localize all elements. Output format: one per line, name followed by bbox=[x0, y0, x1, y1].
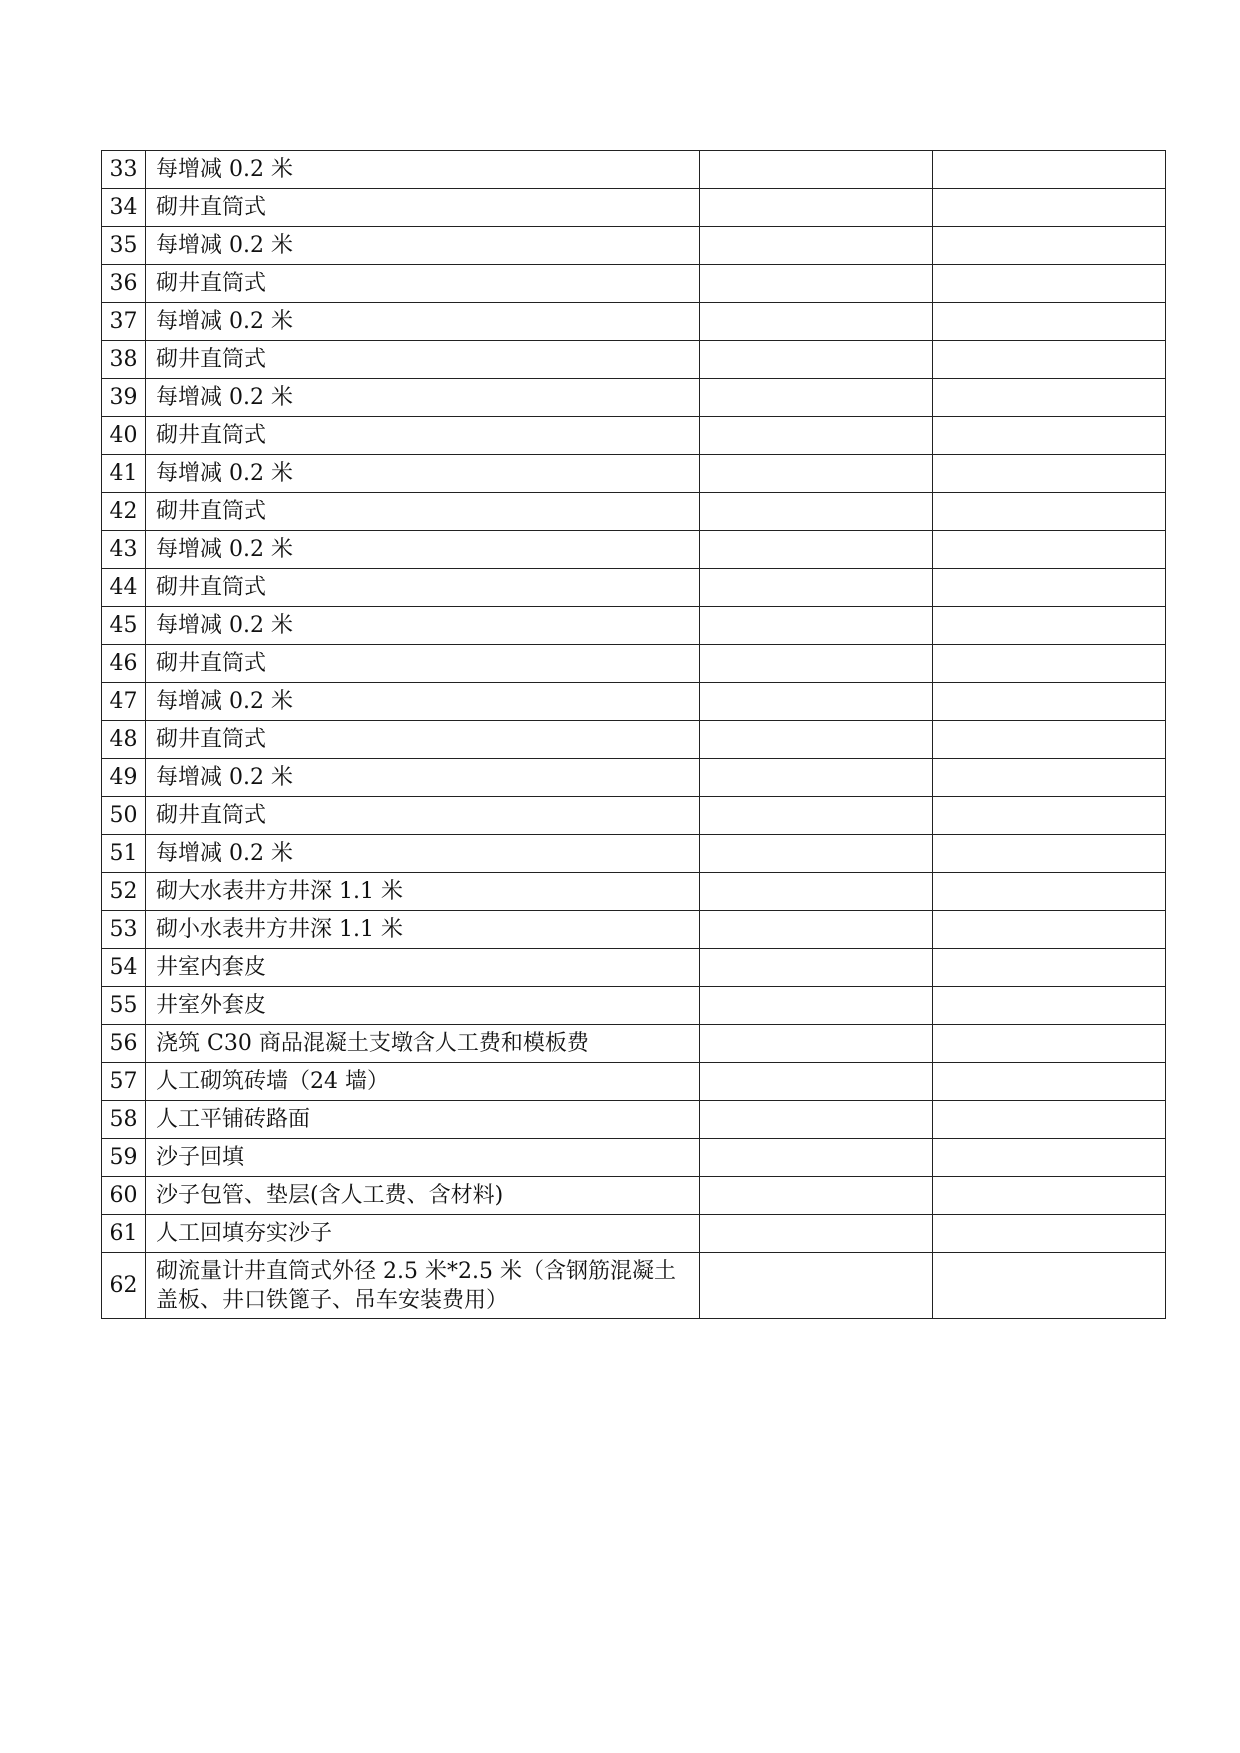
empty-value-cell bbox=[933, 759, 1166, 797]
work-items-table bbox=[101, 150, 1166, 1319]
table-row bbox=[102, 987, 1166, 1025]
row-number-cell: 36 bbox=[102, 265, 146, 303]
empty-value-cell bbox=[700, 1215, 933, 1253]
row-number-cell: 60 bbox=[102, 1177, 146, 1215]
empty-value-cell bbox=[700, 303, 933, 341]
empty-value-cell bbox=[700, 1063, 933, 1101]
item-name-cell: 砌井直筒式 bbox=[146, 569, 700, 607]
empty-value-cell bbox=[700, 265, 933, 303]
empty-value-cell bbox=[933, 1025, 1166, 1063]
empty-value-cell bbox=[933, 645, 1166, 683]
empty-value-cell bbox=[700, 1139, 933, 1177]
empty-value-cell bbox=[700, 607, 933, 645]
empty-value-cell bbox=[933, 189, 1166, 227]
empty-value-cell bbox=[933, 303, 1166, 341]
empty-value-cell bbox=[700, 683, 933, 721]
empty-value-cell bbox=[933, 341, 1166, 379]
empty-value-cell bbox=[933, 493, 1166, 531]
item-name-cell: 每增减 0.2 米 bbox=[146, 379, 700, 417]
row-number-cell: 48 bbox=[102, 721, 146, 759]
row-number-cell: 45 bbox=[102, 607, 146, 645]
table-row bbox=[102, 683, 1166, 721]
empty-value-cell bbox=[700, 987, 933, 1025]
table-row bbox=[102, 911, 1166, 949]
table-row bbox=[102, 797, 1166, 835]
row-number-cell: 62 bbox=[102, 1253, 146, 1319]
table-row bbox=[102, 531, 1166, 569]
item-name-cell: 人工砌筑砖墙（24 墙） bbox=[146, 1063, 700, 1101]
empty-value-cell bbox=[700, 455, 933, 493]
item-name-cell: 每增减 0.2 米 bbox=[146, 683, 700, 721]
item-name-cell: 沙子包管、垫层(含人工费、含材料) bbox=[146, 1177, 700, 1215]
empty-value-cell bbox=[700, 797, 933, 835]
empty-value-cell bbox=[700, 1177, 933, 1215]
empty-value-cell bbox=[933, 379, 1166, 417]
item-name-cell: 砌井直筒式 bbox=[146, 721, 700, 759]
row-number-cell: 43 bbox=[102, 531, 146, 569]
empty-value-cell bbox=[933, 987, 1166, 1025]
table-row bbox=[102, 835, 1166, 873]
row-number-cell: 55 bbox=[102, 987, 146, 1025]
item-name-cell: 砌大水表井方井深 1.1 米 bbox=[146, 873, 700, 911]
empty-value-cell bbox=[700, 759, 933, 797]
table-row bbox=[102, 1063, 1166, 1101]
item-name-cell: 砌流量计井直筒式外径 2.5 米*2.5 米（含钢筋混凝土盖板、井口铁篦子、吊车安装费用） bbox=[146, 1253, 700, 1319]
empty-value-cell bbox=[933, 1253, 1166, 1319]
empty-value-cell bbox=[933, 607, 1166, 645]
row-number-cell: 47 bbox=[102, 683, 146, 721]
empty-value-cell bbox=[933, 227, 1166, 265]
empty-value-cell bbox=[933, 1101, 1166, 1139]
row-number-cell: 49 bbox=[102, 759, 146, 797]
item-name-cell: 井室内套皮 bbox=[146, 949, 700, 987]
empty-value-cell bbox=[933, 455, 1166, 493]
table-row bbox=[102, 607, 1166, 645]
table-row bbox=[102, 379, 1166, 417]
table-row bbox=[102, 189, 1166, 227]
row-number-cell: 38 bbox=[102, 341, 146, 379]
table-row bbox=[102, 721, 1166, 759]
empty-value-cell bbox=[700, 1101, 933, 1139]
item-name-cell: 井室外套皮 bbox=[146, 987, 700, 1025]
row-number-cell: 53 bbox=[102, 911, 146, 949]
item-name-cell: 每增减 0.2 米 bbox=[146, 151, 700, 189]
empty-value-cell bbox=[933, 569, 1166, 607]
table-row bbox=[102, 1253, 1166, 1319]
empty-value-cell bbox=[933, 1063, 1166, 1101]
item-name-cell: 砌井直筒式 bbox=[146, 341, 700, 379]
empty-value-cell bbox=[933, 949, 1166, 987]
empty-value-cell bbox=[700, 873, 933, 911]
table-row bbox=[102, 645, 1166, 683]
table-row bbox=[102, 1215, 1166, 1253]
item-name-cell: 砌井直筒式 bbox=[146, 417, 700, 455]
row-number-cell: 39 bbox=[102, 379, 146, 417]
row-number-cell: 51 bbox=[102, 835, 146, 873]
empty-value-cell bbox=[933, 417, 1166, 455]
empty-value-cell bbox=[933, 265, 1166, 303]
table-body bbox=[102, 151, 1166, 1319]
empty-value-cell bbox=[700, 1025, 933, 1063]
table-row bbox=[102, 1101, 1166, 1139]
empty-value-cell bbox=[700, 949, 933, 987]
empty-value-cell bbox=[700, 417, 933, 455]
row-number-cell: 40 bbox=[102, 417, 146, 455]
row-number-cell: 34 bbox=[102, 189, 146, 227]
empty-value-cell bbox=[933, 911, 1166, 949]
empty-value-cell bbox=[700, 645, 933, 683]
empty-value-cell bbox=[933, 151, 1166, 189]
table-row bbox=[102, 227, 1166, 265]
row-number-cell: 58 bbox=[102, 1101, 146, 1139]
row-number-cell: 56 bbox=[102, 1025, 146, 1063]
row-number-cell: 42 bbox=[102, 493, 146, 531]
table-row bbox=[102, 1139, 1166, 1177]
empty-value-cell bbox=[700, 1253, 933, 1319]
item-name-cell: 人工平铺砖路面 bbox=[146, 1101, 700, 1139]
item-name-cell: 砌井直筒式 bbox=[146, 493, 700, 531]
table-row bbox=[102, 303, 1166, 341]
item-name-cell: 每增减 0.2 米 bbox=[146, 835, 700, 873]
item-name-cell: 砌小水表井方井深 1.1 米 bbox=[146, 911, 700, 949]
table-row bbox=[102, 1177, 1166, 1215]
empty-value-cell bbox=[700, 531, 933, 569]
table-row bbox=[102, 265, 1166, 303]
empty-value-cell bbox=[933, 797, 1166, 835]
item-name-cell: 每增减 0.2 米 bbox=[146, 759, 700, 797]
row-number-cell: 35 bbox=[102, 227, 146, 265]
item-name-cell: 每增减 0.2 米 bbox=[146, 303, 700, 341]
empty-value-cell bbox=[700, 721, 933, 759]
table-row bbox=[102, 417, 1166, 455]
table-row bbox=[102, 455, 1166, 493]
table-row bbox=[102, 949, 1166, 987]
item-name-cell: 砌井直筒式 bbox=[146, 645, 700, 683]
empty-value-cell bbox=[933, 835, 1166, 873]
row-number-cell: 50 bbox=[102, 797, 146, 835]
empty-value-cell bbox=[933, 721, 1166, 759]
row-number-cell: 44 bbox=[102, 569, 146, 607]
empty-value-cell bbox=[700, 569, 933, 607]
row-number-cell: 54 bbox=[102, 949, 146, 987]
empty-value-cell bbox=[700, 341, 933, 379]
row-number-cell: 52 bbox=[102, 873, 146, 911]
table-row bbox=[102, 493, 1166, 531]
empty-value-cell bbox=[933, 531, 1166, 569]
item-name-cell: 砌井直筒式 bbox=[146, 797, 700, 835]
empty-value-cell bbox=[700, 151, 933, 189]
item-name-cell: 砌井直筒式 bbox=[146, 189, 700, 227]
empty-value-cell bbox=[933, 683, 1166, 721]
row-number-cell: 57 bbox=[102, 1063, 146, 1101]
row-number-cell: 37 bbox=[102, 303, 146, 341]
empty-value-cell bbox=[933, 1215, 1166, 1253]
item-name-cell: 每增减 0.2 米 bbox=[146, 531, 700, 569]
empty-value-cell bbox=[700, 227, 933, 265]
row-number-cell: 59 bbox=[102, 1139, 146, 1177]
table-row bbox=[102, 873, 1166, 911]
item-name-cell: 砌井直筒式 bbox=[146, 265, 700, 303]
item-name-cell: 沙子回填 bbox=[146, 1139, 700, 1177]
empty-value-cell bbox=[933, 1177, 1166, 1215]
empty-value-cell bbox=[700, 379, 933, 417]
item-name-cell: 人工回填夯实沙子 bbox=[146, 1215, 700, 1253]
row-number-cell: 46 bbox=[102, 645, 146, 683]
table-row bbox=[102, 341, 1166, 379]
empty-value-cell bbox=[700, 911, 933, 949]
table-row bbox=[102, 569, 1166, 607]
row-number-cell: 41 bbox=[102, 455, 146, 493]
empty-value-cell bbox=[700, 493, 933, 531]
row-number-cell: 61 bbox=[102, 1215, 146, 1253]
item-name-cell: 每增减 0.2 米 bbox=[146, 227, 700, 265]
item-name-cell: 浇筑 C30 商品混凝土支墩含人工费和模板费 bbox=[146, 1025, 700, 1063]
empty-value-cell bbox=[933, 1139, 1166, 1177]
row-number-cell: 33 bbox=[102, 151, 146, 189]
item-name-cell: 每增减 0.2 米 bbox=[146, 607, 700, 645]
empty-value-cell bbox=[700, 835, 933, 873]
item-name-cell: 每增减 0.2 米 bbox=[146, 455, 700, 493]
table-row bbox=[102, 151, 1166, 189]
empty-value-cell bbox=[933, 873, 1166, 911]
table-row bbox=[102, 1025, 1166, 1063]
table-row bbox=[102, 759, 1166, 797]
empty-value-cell bbox=[700, 189, 933, 227]
